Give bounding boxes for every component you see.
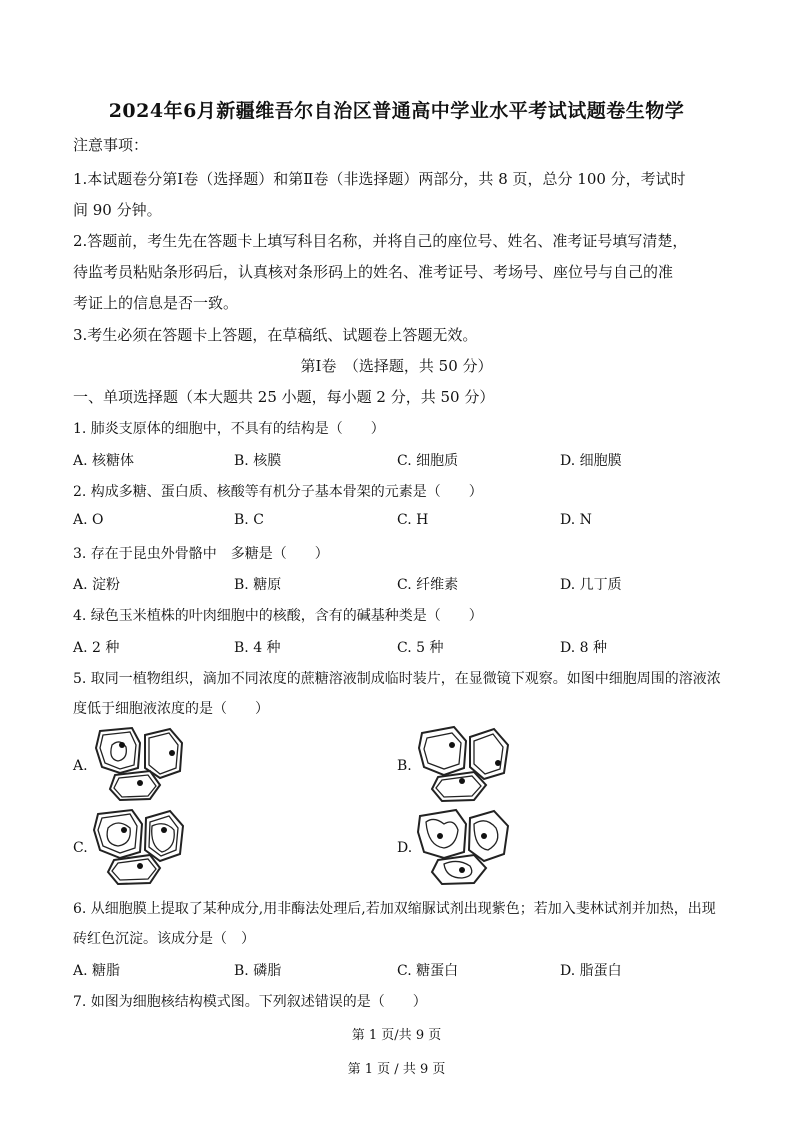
question-5-option-b-label[interactable]: B. [397, 758, 412, 774]
question-5-option-c-label[interactable]: C. [73, 840, 88, 856]
question-7-stem: 7. 如图为细胞核结构模式图。下列叙述错误的是（ ） [73, 994, 427, 1010]
question-3-option-a[interactable]: A. 淀粉 [73, 577, 121, 593]
note-2-line-1: 2.答题前，考生先在答题卡上填写科目名称，并将自己的座位号、姓名、准考证号填写清楚， [73, 232, 688, 250]
question-1-option-a[interactable]: A. 核糖体 [73, 453, 135, 469]
question-6-option-b[interactable]: B. 磷脂 [234, 963, 282, 979]
notice-header: 注意事项： [73, 136, 149, 154]
footer-page-outer: 第 1 页 / 共 9 页 [347, 1062, 446, 1077]
option-a-cell-figure [90, 723, 190, 803]
question-5-stem-line-2: 度低于细胞液浓度的是（ ） [73, 701, 269, 717]
question-2-option-a[interactable]: A. O [73, 512, 104, 528]
footer-page-inner: 第 1 页/共 9 页 [351, 1028, 442, 1043]
section-title: 第Ⅰ卷 （选择题，共 50 分） [300, 357, 493, 375]
question-1-stem: 1. 肺炎支原体的细胞中，不具有的结构是（ ） [73, 421, 385, 437]
question-6-option-d[interactable]: D. 脂蛋白 [560, 963, 622, 979]
question-6-stem-line-2: 砖红色沉淀。该成分是（ ） [73, 931, 255, 947]
question-4-option-a[interactable]: A. 2 种 [73, 640, 120, 656]
question-1-option-c[interactable]: C. 细胞质 [397, 453, 459, 469]
note-1-line-1: 1.本试题卷分第Ⅰ卷（选择题）和第Ⅱ卷（非选择题）两部分，共 8 页，总分 100 分，考试时 [73, 170, 686, 188]
question-1-option-d[interactable]: D. 细胞膜 [560, 453, 622, 469]
option-d-cell-figure [414, 806, 514, 886]
page-title: 2024年6月新疆维吾尔自治区普通高中学业水平考试试题卷生物学 [108, 100, 685, 122]
note-1-line-2: 间 90 分钟。 [73, 201, 162, 219]
question-5-option-d-label[interactable]: D. [397, 840, 413, 856]
question-5-stem-line-1: 5. 取同一植物组织，滴加不同浓度的蔗糖溶液制成临时装片，在显微镜下观察。如图中细胞周围的溶液浓 [73, 671, 721, 687]
note-3-line-1: 3.考生必须在答题卡上答题，在草稿纸、试题卷上答题无效。 [73, 326, 478, 344]
option-c-cell-figure [90, 806, 190, 886]
question-4-stem: 4. 绿色玉米植株的叶肉细胞中的核酸，含有的碱基种类是（ ） [73, 608, 483, 624]
question-4-option-b[interactable]: B. 4 种 [234, 640, 281, 656]
part-title: 一、单项选择题（本大题共 25 小题，每小题 2 分，共 50 分） [73, 388, 495, 406]
question-4-option-c[interactable]: C. 5 种 [397, 640, 444, 656]
question-6-option-c[interactable]: C. 糖蛋白 [397, 963, 459, 979]
question-1-option-b[interactable]: B. 核膜 [234, 453, 282, 469]
question-3-option-b[interactable]: B. 糖原 [234, 577, 282, 593]
question-3-stem: 3. 存在于昆虫外骨骼中 多糖是（ ） [73, 546, 329, 562]
question-2-option-d[interactable]: D. N [560, 512, 592, 528]
question-5-option-a-label[interactable]: A. [73, 758, 88, 774]
option-b-cell-figure [414, 723, 514, 803]
note-2-line-2: 待监考员粘贴条形码后，认真核对条形码上的姓名、准考证号、考场号、座位号与自己的准 [73, 263, 674, 281]
question-6-option-a[interactable]: A. 糖脂 [73, 963, 121, 979]
question-4-option-d[interactable]: D. 8 种 [560, 640, 607, 656]
question-2-option-b[interactable]: B. C [234, 512, 264, 528]
note-2-line-3: 考证上的信息是否一致。 [73, 294, 239, 312]
question-6-stem-line-1: 6. 从细胞膜上提取了某种成分,用非酶法处理后,若加双缩脲试剂出现紫色；若加入斐林试剂并加热，出现 [73, 901, 716, 917]
question-3-option-d[interactable]: D. 几丁质 [560, 577, 622, 593]
question-2-option-c[interactable]: C. H [397, 512, 429, 528]
question-3-option-c[interactable]: C. 纤维素 [397, 577, 459, 593]
question-2-stem: 2. 构成多糖、蛋白质、核酸等有机分子基本骨架的元素是（ ） [73, 484, 483, 500]
